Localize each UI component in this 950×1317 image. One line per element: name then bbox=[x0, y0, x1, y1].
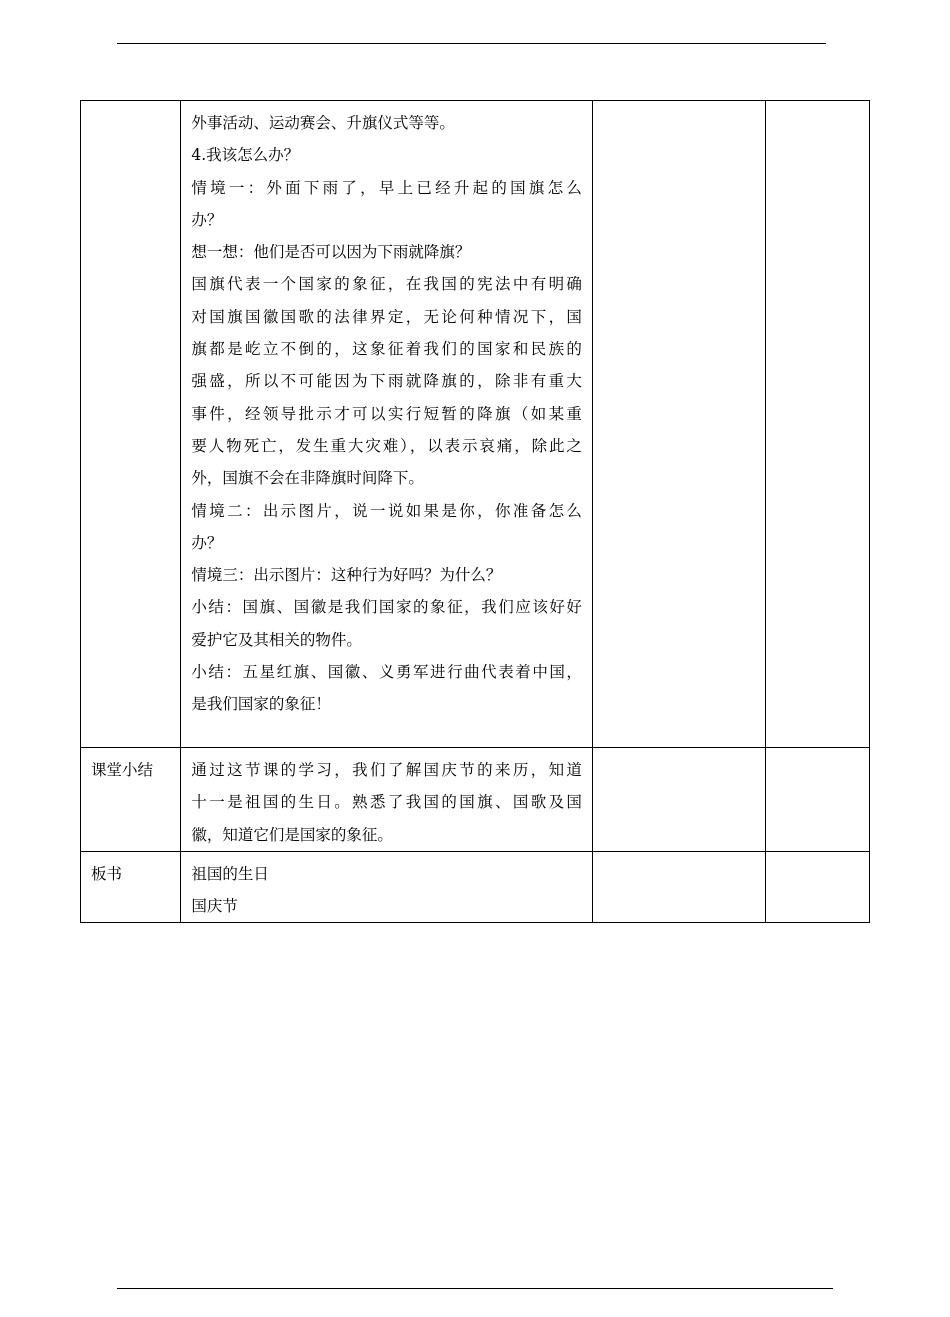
table-row-blackboard bbox=[81, 851, 870, 923]
content-line: 小结：五星红旗、国徽、义勇军进行曲代表着中国， bbox=[191, 663, 582, 682]
table-row-teaching-process bbox=[81, 101, 870, 748]
content-line: 国旗代表一个国家的象征，在我国的宪法中有明确 bbox=[191, 275, 582, 294]
content-line: 情境一：外面下雨了，早上已经升起的国旗怎么 bbox=[191, 178, 582, 197]
row-label-cell-empty bbox=[81, 101, 181, 748]
content-line: 想一想：他们是否可以因为下雨就降旗？ bbox=[191, 243, 471, 262]
empty-cell bbox=[592, 748, 765, 852]
empty-cell bbox=[592, 851, 765, 923]
content-line: 外，国旗不会在非降旗时间降下。 bbox=[191, 469, 424, 488]
content-line: 爱护它及其相关的物件。 bbox=[191, 630, 362, 649]
lesson-plan-table bbox=[80, 100, 870, 923]
summary-line: 徽，知道它们是国家的象征。 bbox=[191, 825, 393, 844]
board-content-cell bbox=[181, 851, 593, 923]
empty-cell bbox=[765, 101, 869, 748]
content-line: 强盛，所以不可能因为下雨就降旗的，除非有重大 bbox=[191, 372, 582, 391]
content-line: 情境二：出示图片，说一说如果是你，你准备怎么 bbox=[191, 501, 582, 520]
summary-line: 十一是祖国的生日。熟悉了我国的国旗、国歌及国 bbox=[191, 793, 582, 812]
content-line: 事件，经领导批示才可以实行短暂的降旗（如某重 bbox=[191, 404, 582, 423]
content-line: 对国旗国徽国歌的法律界定，无论何种情况下，国 bbox=[191, 307, 582, 326]
footer-rule bbox=[117, 1288, 833, 1289]
content-line: 是我们国家的象征！ bbox=[191, 695, 331, 714]
empty-cell bbox=[592, 101, 765, 748]
content-line: 旗都是屹立不倒的，这象征着我们的国家和民族的 bbox=[191, 340, 582, 359]
content-line: 要人物死亡，发生重大灾难），以表示哀痛，除此之 bbox=[191, 436, 582, 455]
row-label-summary: 课堂小结 bbox=[81, 748, 181, 852]
content-line: 外事活动、运动赛会、升旗仪式等等。 bbox=[191, 114, 455, 132]
content-line: 情境三：出示图片：这种行为好吗？为什么？ bbox=[191, 566, 502, 585]
header-rule bbox=[117, 43, 826, 44]
board-line: 祖国的生日 bbox=[191, 864, 269, 883]
content-line: 小结：国旗、国徽是我们国家的象征，我们应该好好 bbox=[191, 598, 582, 617]
empty-cell bbox=[765, 748, 869, 852]
table-row-class-summary bbox=[81, 748, 870, 852]
row-label-board: 板书 bbox=[81, 851, 181, 923]
empty-cell bbox=[765, 851, 869, 923]
summary-content-cell bbox=[181, 748, 593, 852]
content-line: 4.我该怎么办？ bbox=[191, 146, 300, 165]
content-line: 办？ bbox=[191, 533, 223, 552]
board-line: 国庆节 bbox=[191, 897, 238, 916]
teaching-content-cell bbox=[181, 101, 593, 748]
summary-line: 通过这节课的学习，我们了解国庆节的来历，知道 bbox=[191, 761, 582, 779]
content-line: 办？ bbox=[191, 210, 223, 229]
